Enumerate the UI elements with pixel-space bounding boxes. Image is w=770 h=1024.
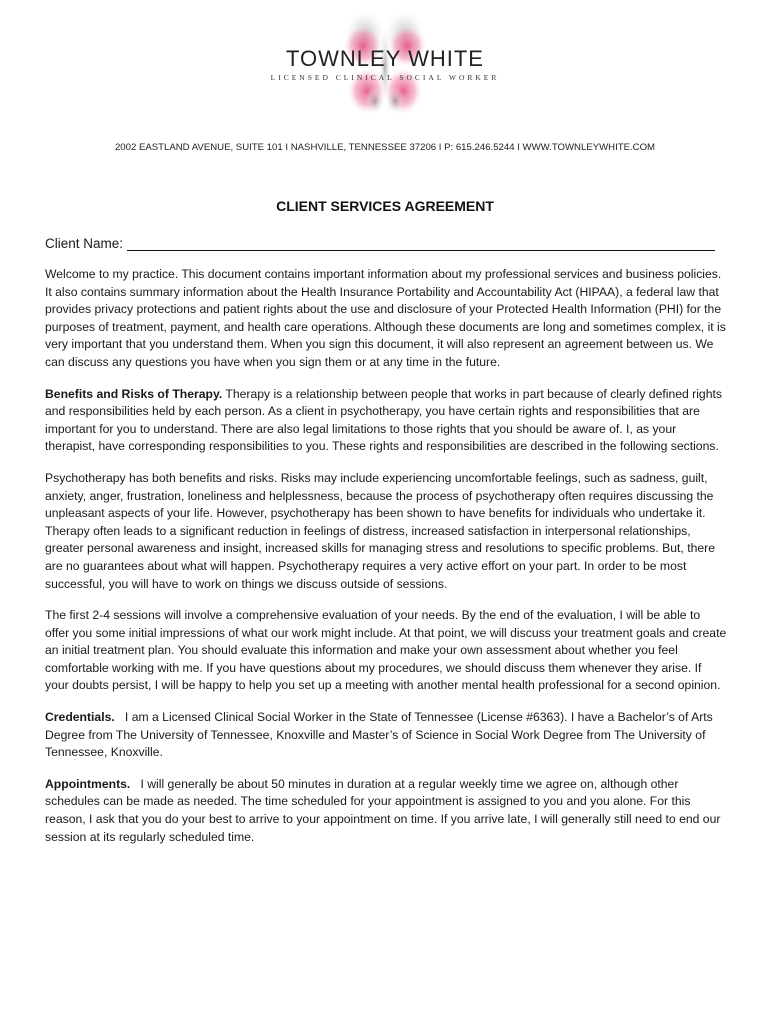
page-title: CLIENT SERVICES AGREEMENT <box>276 198 494 214</box>
address-line: 2002 EASTLAND AVENUE, SUITE 101 I NASHVILLE, TENNESSEE 37206 I P: 615.246.5244 I WWW.TOWNLEYWHITE.COM <box>114 142 656 153</box>
credentials-text: I am a Licensed Clinical Social Worker in the State of Tennessee (License #6363). I have a Bachelor’s of Arts Degree from The University of Tennessee, Knoxville and Master’s of Science in Social Work Degree from The University of Tennessee, Knoxville. <box>45 710 717 760</box>
brand-name: TOWNLEY WHITE <box>286 46 484 71</box>
appointments-text: I will generally be about 50 minutes in duration at a regular weekly time we agree on, although other schedules can be made as needed. The time scheduled for your appointment is assigned to you and you alone. For this reason, I ask that you do your best to arrive to your appointment on time. If you arrive late, I will generally still need to end our session at its regularly scheduled time. <box>45 776 724 844</box>
sessions-paragraph: The first 2-4 sessions will involve a comprehensive evaluation of your needs. By the end of the evaluation, I will be able to offer you some initial impressions of what our work might include. At that point, we will discuss your treatment goals and create an initial treatment plan. You should evaluate this information and make your own assessment about whether you feel comfortable working with me. If you have questions about my procedures, we should discuss them whenever they arise. If your doubts persist, I will be happy to help you set up a meeting with another mental health professional for a second opinion. <box>45 608 727 693</box>
benefits-heading: Benefits and Risks of Therapy. <box>45 386 223 401</box>
appointments-paragraph <box>45 776 727 846</box>
client-name-blank[interactable] <box>127 236 715 251</box>
risks-paragraph: Psychotherapy has both benefits and risks. Risks may include experiencing uncomfortable feelings, such as sadness, guilt, anxiety, anger, frustration, loneliness and helplessness, because the process of psychotherapy often requires discussing the unpleasant aspects of your life. However, psychotherapy has been shown to have benefits for individuals who undertake it. Therapy often leads to a significant reduction in feelings of distress, increased satisfaction in interpersonal relationships, greater personal awareness and insight, increased skills for managing stress and resolutions to specific problems. But, there are no guarantees about what will happen. Psychotherapy requires a very active effort on your part. In order to be most successful, you will have to work on things we discuss outside of sessions. <box>45 470 715 591</box>
credentials-paragraph <box>45 709 727 762</box>
appointments-heading: Appointments. <box>45 776 131 791</box>
document-body <box>45 266 727 860</box>
benefits-paragraph <box>45 386 727 456</box>
benefits-text: Therapy is a relationship between people that works in part because of clearly defined rights and responsibilities held by each person. As a client in psychotherapy, you have certain rights and responsibilities that are important for you to understand. There are also legal limitations to those rights that you should be aware of. I, as your therapist, have corresponding responsibilities to you. These rights and responsibilities are described in the following sections. <box>45 386 722 454</box>
client-name-field[interactable] <box>45 236 715 251</box>
brand-subtitle: LICENSED CLINICAL SOCIAL WORKER <box>270 73 500 82</box>
intro-paragraph: Welcome to my practice. This document contains important information about my professional services and business policies. It also contains summary information about the Health Insurance Portability and Accountability Act (HIPAA), a federal law that provides privacy protections and patient rights about the use and disclosure of your Protected Health Information (PHI) for the purposes of treatment, payment, and health care operations. Although these documents are long and sometimes complex, it is very important that you understand them. When you sign this document, it will also represent an agreement between us. We can discuss any questions you have when you sign them or at any time in the future. <box>45 267 726 369</box>
credentials-heading: Credentials. <box>45 710 115 725</box>
client-name-label: Client Name: <box>45 236 124 251</box>
